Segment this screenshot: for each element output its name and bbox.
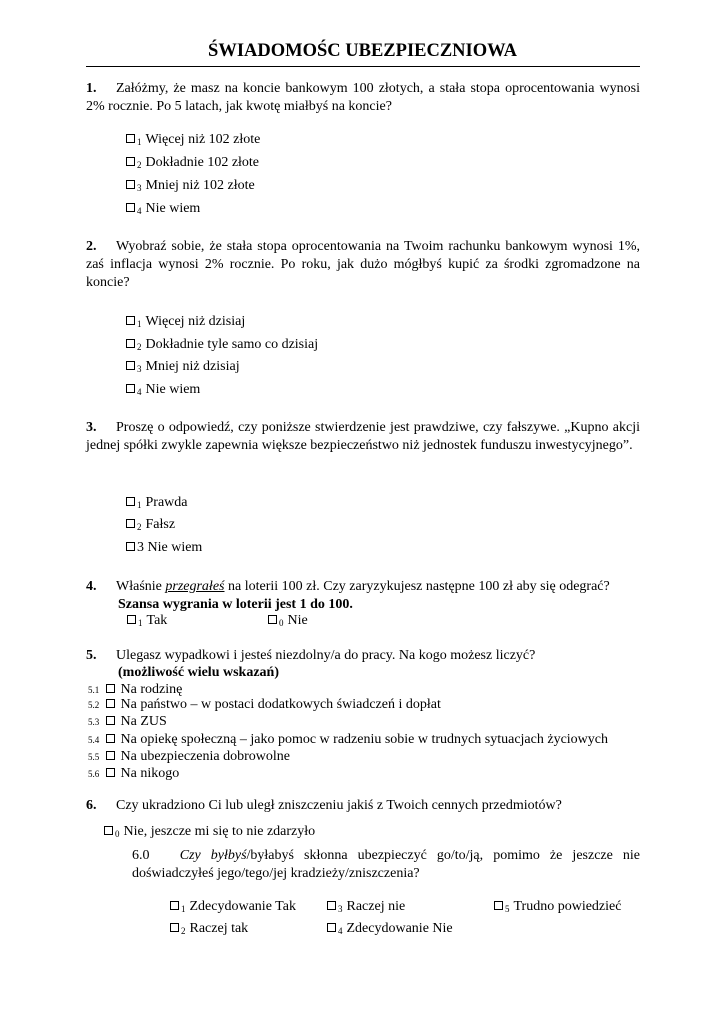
checkbox-icon[interactable] xyxy=(126,339,135,348)
scale-option-2[interactable]: $_2$ Raczej tak xyxy=(170,920,248,940)
option-q4-yes[interactable]: $_1$ Tak xyxy=(127,612,167,632)
question-4: 4. Właśnie przegrałeś na loterii 100 zł. Czy zaryzykujesz następne 100 zł aby się odegrać? xyxy=(86,579,610,594)
checkbox-icon[interactable] xyxy=(126,519,135,528)
option-q1-1[interactable]: $_1$ Więcej niż 102 złote xyxy=(126,131,260,151)
question-6-0: 6.0 Czy byłbyś/byłabyś skłonna ubezpieczyć go/to/ją, pomimo że jeszcze nie doświadczyłeś jego/tego/jej kradzieży/zniszczenia? xyxy=(132,848,640,881)
option-q1-4[interactable]: $_4$ Nie wiem xyxy=(126,200,200,220)
subquestion-number: 6.0 xyxy=(132,848,150,863)
option-q5-2[interactable]: 5.2 Na państwo – w postaci dodatkowych świadczeń i dopłat xyxy=(88,697,441,712)
question-number: 1. xyxy=(86,81,97,96)
emphasized-word: przegrałeś xyxy=(165,579,225,594)
question-text: Załóżmy, że masz na koncie bankowym 100 złotych, a stała stopa oprocentowania wynosi 2% rocznie. Po 5 latach, jak kwotę miałbyś na koncie? xyxy=(86,81,640,114)
option-q5-3[interactable]: 5.3 Na ZUS xyxy=(88,714,167,729)
checkbox-icon[interactable] xyxy=(268,615,277,624)
option-q1-3[interactable]: $_3$ Mniej niż 102 złote xyxy=(126,177,255,197)
checkbox-icon[interactable] xyxy=(126,157,135,166)
checkbox-icon[interactable] xyxy=(327,923,336,932)
option-q3-2[interactable]: $_2$ Fałsz xyxy=(126,516,175,536)
question-4-note: Szansa wygrania w loterii jest 1 do 100. xyxy=(118,597,353,612)
option-q6-0[interactable]: $_0$ Nie, jeszcze mi się to nie zdarzyło xyxy=(104,823,315,843)
checkbox-icon[interactable] xyxy=(170,901,179,910)
checkbox-icon[interactable] xyxy=(126,134,135,143)
question-5 xyxy=(86,647,535,665)
option-q2-1[interactable]: $_1$ Więcej niż dzisiaj xyxy=(126,313,245,333)
checkbox-icon[interactable] xyxy=(126,497,135,506)
option-q5-4[interactable]: 5.4 Na opiekę społeczną – jako pomoc w radzeniu sobie w trudnych sytuacjach życiowych xyxy=(88,732,608,747)
question-number: 2. xyxy=(86,239,97,254)
checkbox-icon[interactable] xyxy=(494,901,503,910)
checkbox-icon[interactable] xyxy=(126,316,135,325)
option-q3-3[interactable]: 3 Nie wiem xyxy=(126,539,202,557)
checkbox-icon[interactable] xyxy=(106,734,115,743)
scale-option-1[interactable]: $_1$ Zdecydowanie Tak xyxy=(170,898,296,918)
checkbox-icon[interactable] xyxy=(106,716,115,725)
option-q5-1[interactable]: 5.1 Na rodzinę xyxy=(88,682,183,697)
question-text: Ulegasz wypadkowi i jesteś niezdolny/a do pracy. Na kogo możesz liczyć? xyxy=(116,648,536,663)
checkbox-icon[interactable] xyxy=(170,923,179,932)
option-q2-4[interactable]: $_4$ Nie wiem xyxy=(126,381,200,401)
checkbox-icon[interactable] xyxy=(104,826,113,835)
question-text: Wyobraź sobie, że stała stopa oprocentowania na Twoim rachunku bankowym wynosi 1%, zaś inflacja wynosi 2% rocznie. Po roku, jak dużo mógłbyś kupić za środki zgromadzone na koncie? xyxy=(86,239,640,290)
question-3 xyxy=(86,419,640,455)
option-q1-2[interactable]: $_2$ Dokładnie 102 złote xyxy=(126,154,259,174)
option-q5-6[interactable]: 5.6 Na nikogo xyxy=(88,766,180,781)
question-number: 5. xyxy=(86,648,97,663)
scale-option-5[interactable]: $_5$ Trudno powiedzieć xyxy=(494,898,621,918)
checkbox-icon[interactable] xyxy=(126,384,135,393)
scale-option-3[interactable]: $_3$ Raczej nie xyxy=(327,898,405,918)
checkbox-icon[interactable] xyxy=(106,751,115,760)
checkbox-icon[interactable] xyxy=(106,768,115,777)
title-divider xyxy=(86,66,640,67)
question-number: 4. xyxy=(86,579,97,594)
option-q2-3[interactable]: $_3$ Mniej niż dzisiaj xyxy=(126,358,240,378)
checkbox-icon[interactable] xyxy=(106,699,115,708)
option-q4-no[interactable]: $_0$ Nie xyxy=(268,612,308,632)
question-number: 3. xyxy=(86,420,97,435)
option-q5-5[interactable]: 5.5 Na ubezpieczenia dobrowolne xyxy=(88,749,290,764)
question-5-note: (możliwość wielu wskazań) xyxy=(118,665,279,680)
emphasized-word: Czy byłbyś xyxy=(179,848,247,863)
question-text: Proszę o odpowiedź, czy poniższe stwierdzenie jest prawdziwe, czy fałszywe. „Kupno akcji jednej spółki zwykle zapewnia większe bezpieczeństwo niż jednostek funduszu inwestycyjnego”. xyxy=(86,420,640,453)
page-title: ŚWIADOMOŚC UBEZPIECZNIOWA xyxy=(208,41,517,61)
checkbox-icon[interactable] xyxy=(126,542,135,551)
checkbox-icon[interactable] xyxy=(126,361,135,370)
checkbox-icon[interactable] xyxy=(327,901,336,910)
checkbox-icon[interactable] xyxy=(126,203,135,212)
checkbox-icon[interactable] xyxy=(127,615,136,624)
question-1 xyxy=(86,80,640,116)
checkbox-icon[interactable] xyxy=(126,180,135,189)
question-text: Czy ukradziono Ci lub uległ zniszczeniu jakiś z Twoich cennych przedmiotów? xyxy=(116,798,562,813)
scale-option-4[interactable]: $_4$ Zdecydowanie Nie xyxy=(327,920,453,940)
question-2 xyxy=(86,238,640,292)
option-q3-1[interactable]: $_1$ Prawda xyxy=(126,494,188,514)
question-6 xyxy=(86,797,562,815)
option-q2-2[interactable]: $_2$ Dokładnie tyle samo co dzisiaj xyxy=(126,336,318,356)
checkbox-icon[interactable] xyxy=(106,684,115,693)
question-number: 6. xyxy=(86,798,97,813)
